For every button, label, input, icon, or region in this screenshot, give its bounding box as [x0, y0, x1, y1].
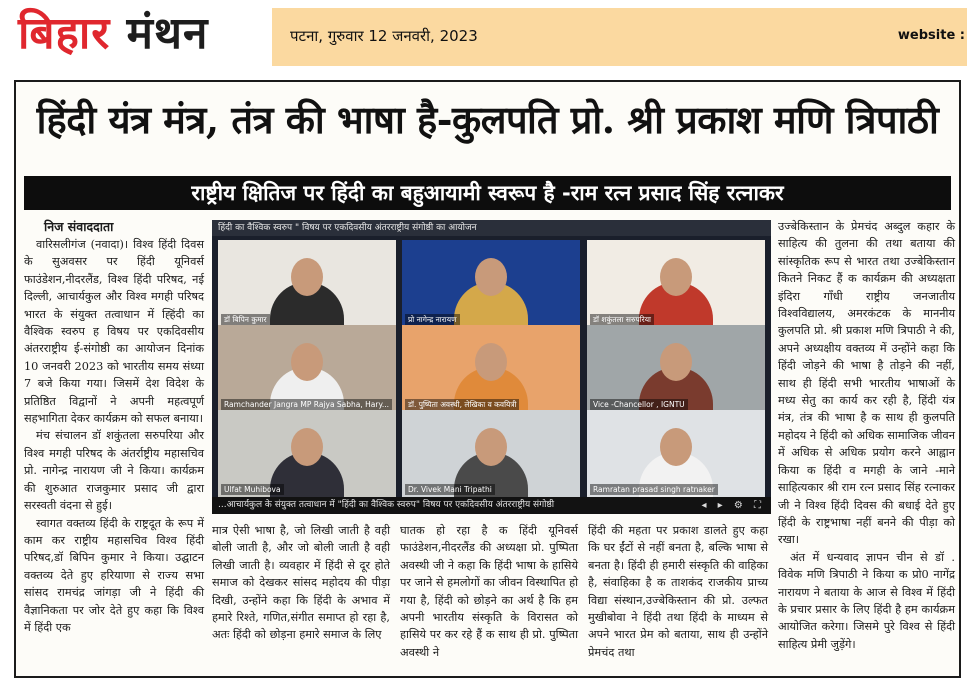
paragraph: उज्बेकिस्तान के प्रेमचंद अब्दुल कहार के साहित्य की तुलना की तथा बताया की सांस्कृतिक रूप से भारत तथा उज्बेकिस्तान कितने निकट हैं क कार्यक्रम की अध्यक्षता इंदिरा गाँधी राष्ट्रीय जनजातीय विश्वविद्यालय, अमरकंटक के माननीय कुलपति प्रो. श्री प्रकाश मणि त्रिपाठी ने की, अपने अध्यक्षीय वक्तव्य में उन्होंने कहा कि हिंदी जोड़ने की भाषा है तोड़ने की नहीं, साथ ही हिंदी सभी भारतीय भाषाओं के मध्य सेतु का कार्य कर रही है, हिंदी यंत्र मंत्र, तंत्र की भाषा है क साथ ही कुलपति महोदय ने हिंदी को अधिक सामाजिक जीवन में अधिक से अधिक प्रयोग करने आह्वान किया क हिंदी व मगही के जाने -माने साहित्यकार श्री राम रत्न प्रसाद सिंह रत्नाकर जी ने विश्व हिंदी दिवस की बधाई देते हुए हिंदी के राष्ट्रभाषा नहीं बनने की पीड़ा को रखा।: [778, 220, 955, 547]
participant-tile[interactable]: [587, 240, 765, 328]
website-label[interactable]: website :: [897, 28, 965, 43]
logo-part-1: बिहार: [18, 8, 111, 59]
news-article: [14, 80, 961, 678]
participant-tile[interactable]: [218, 325, 396, 413]
participant-avatar: [475, 258, 507, 296]
participant-tile[interactable]: [402, 410, 580, 498]
paragraph: मात्र ऐसी भाषा है, जो लिखी जाती है वही बोली जाती है, और जो बोली जाती है वही लिखी जाती है। व्यवहार में हिंदी से दूर होते समाज को देखकर सांसद महोदय की पीड़ा दिखी, उन्होंने कहा कि हिंदी के अभाव में हमारे रिश्ते, गणित,संगीत समाप्त हो रहा है, अतः हिंदी को छोड़ना हमारे समाज के लिए: [212, 524, 390, 642]
paragraph: घातक हो रहा है क हिंदी यूनिवर्स फाउंडेशन,नीदरलैंड की अध्यक्षा प्रो. पुष्पिता अवस्थी जी ने कहा कि हिंदी भाषा के हासिये पर जाने से हमलोगों का जीवन विस्थापित हो गया है, हिंदी को छोड़ने का अर्थ है कि हम अपनी भारतीय संस्कृति के विरासत को हासिये पर कर रहे हैं क साथ ही प्रो. पुष्पिता अवस्थी ने: [400, 524, 578, 659]
paragraph: हिंदी की महता पर प्रकाश डालते हुए कहा कि घर ईंटों से नहीं बनता है, बल्कि भाषा से बनता है। हिंदी ही हमारी संस्कृति की वाहिका है, संवाहिका है क ताशकंद राजकीय प्राच्य विद्या संस्थान,उज्बेकिस्तान की प्रो. उल्फत मुखीबोवा ने हिंदी तथा हिंदी के माध्यम से अपने भारत प्रेम को बताया, साथ ही उन्होंने प्रेमचंद तथा: [588, 524, 768, 659]
participant-tile[interactable]: [402, 325, 580, 413]
participant-tile[interactable]: [587, 410, 765, 498]
participant-avatar: [660, 343, 692, 381]
byline: निज संवाददाता: [44, 219, 114, 234]
edition-date: पटना, गुरुवार 12 जनवरी, 2023: [290, 27, 478, 45]
column-3: [400, 522, 578, 661]
article-subheadline: राष्ट्रीय क्षितिज पर हिंदी का बहुआयामी स्वरूप है -राम रत्न प्रसाद सिंह रत्नाकर: [24, 176, 951, 210]
participant-name: Ramchander Jangra MP Rajya Sabha, Hary...: [221, 399, 392, 410]
participant-tile[interactable]: [587, 325, 765, 413]
video-conference-screenshot: [212, 220, 771, 514]
date-band: [272, 8, 967, 66]
participant-name: डॉ शकुंतला सरुपरिया: [590, 314, 654, 325]
participant-name: प्रो नागेन्द्र नारायण: [405, 314, 460, 325]
conference-caption-bar: [212, 497, 771, 514]
article-headline: हिंदी यंत्र मंत्र, तंत्र की भाषा है-कुलपति प्रो. श्री प्रकाश मणि त्रिपाठी: [36, 97, 939, 142]
paragraph: मंच संचालन डॉ शकुंतला सरुपरिया और विश्व मगही परिषद के अंतर्राष्ट्रीय महासचिव प्रो. नागेन्द्र नारायण जी ने किया। कार्यक्रम की शुरुआत राजकुमार प्रसाद जी द्वारा सरस्वती वंदना से हुई।: [24, 429, 204, 513]
participant-avatar: [291, 343, 323, 381]
column-5: [778, 218, 955, 653]
participant-avatar: [660, 428, 692, 466]
column-1: [24, 218, 204, 636]
paragraph: स्वागत वक्तव्य हिंदी के राष्ट्रदूत के रूप में काम कर राष्ट्रीय महासचिव विश्व हिंदी परिषद,डॉ बिपिन कुमार ने किया। उद्घाटन वक्तव्य देते हुए हरियाणा से राज्य सभा सांसद रामचंद्र जांगड़ा जी ने हिंदी की वैज्ञानिकता पर जोर देते हुए कहा कि विश्व में हिंदी एक: [24, 516, 204, 634]
participant-name: डॉ बिपिन कुमार: [221, 314, 270, 325]
participant-tile[interactable]: [218, 240, 396, 328]
conference-caption: ...आचार्यकुल के संयुक्त तत्वाधान में "हिंदी का वैश्विक स्वरुप" विषय पर एकदिवसीय अंतरराष्ट्रीय संगोष्ठी: [218, 500, 555, 510]
participant-name: Ramratan prasad singh ratnaker: [590, 484, 718, 495]
paragraph: वारिसलीगंज (नवादा)। विश्व हिंदी दिवस के सुअवसर पर हिंदी यूनिवर्स फाउंडेशन,नीदरलैंड, विश्व हिंदी परिषद, नई दिल्ली, आचार्यकुल और विश्व मगही परिषद भारत के संयुक्त तत्वाधान में ह्हिंदी का वैश्विक स्वरुप ह विषय पर एकदिवसीय अंतरराष्ट्रीय ई-संगोष्ठी का आयोजन दिनांक 10 जनवरी 2023 को भारतीय समय संध्या 7 बजे किया गया। जिसमें देश विदेश के प्रतिष्ठित विद्वानों ने अपनी महत्वपूर्ण सहभागिता देकर कार्यक्रम को सफल बनाया।: [24, 238, 204, 426]
participant-avatar: [475, 428, 507, 466]
participant-avatar: [291, 258, 323, 296]
participant-name: Ulfat Muhibova: [221, 484, 284, 495]
conference-title-bar: हिंदी का वैश्विक स्वरुप " विषय पर एकदिवसीय अंतरराष्ट्रीय संगोष्ठी का आयोजन: [212, 220, 771, 236]
participant-name: Vice -Chancellor , IGNTU: [590, 399, 688, 410]
newspaper-logo[interactable]: [18, 4, 208, 64]
participant-name: Dr. Vivek Mani Tripathi: [405, 484, 495, 495]
player-controls-icon[interactable]: ◂ ▸ ⚙ ⛶: [701, 500, 765, 511]
logo-part-2: मंथन: [126, 8, 209, 59]
participant-tile[interactable]: [402, 240, 580, 328]
participant-avatar: [660, 258, 692, 296]
participant-name: डॉ. पुष्पिता अवस्थी, लेखिका व कवयित्री: [405, 399, 519, 410]
participant-avatar: [291, 428, 323, 466]
column-4: [588, 522, 768, 661]
participant-avatar: [475, 343, 507, 381]
column-2: [212, 522, 390, 644]
participant-tile[interactable]: [218, 410, 396, 498]
masthead: [0, 0, 967, 76]
paragraph: अंत में धन्यवाद ज्ञापन चीन से डॉ . विवेक मणि त्रिपाठी ने किया क प्रो0 नागेंद्र नारायण ने बताया के आज से विश्व में हिंदी के प्रचार प्रसार के लिए हिंदी है हम कार्यक्रम आयोजित करेगा। जिसमे पुरे विश्व से हिंदी साहित्य प्रेमी जुड़ेंगे।: [778, 550, 955, 651]
